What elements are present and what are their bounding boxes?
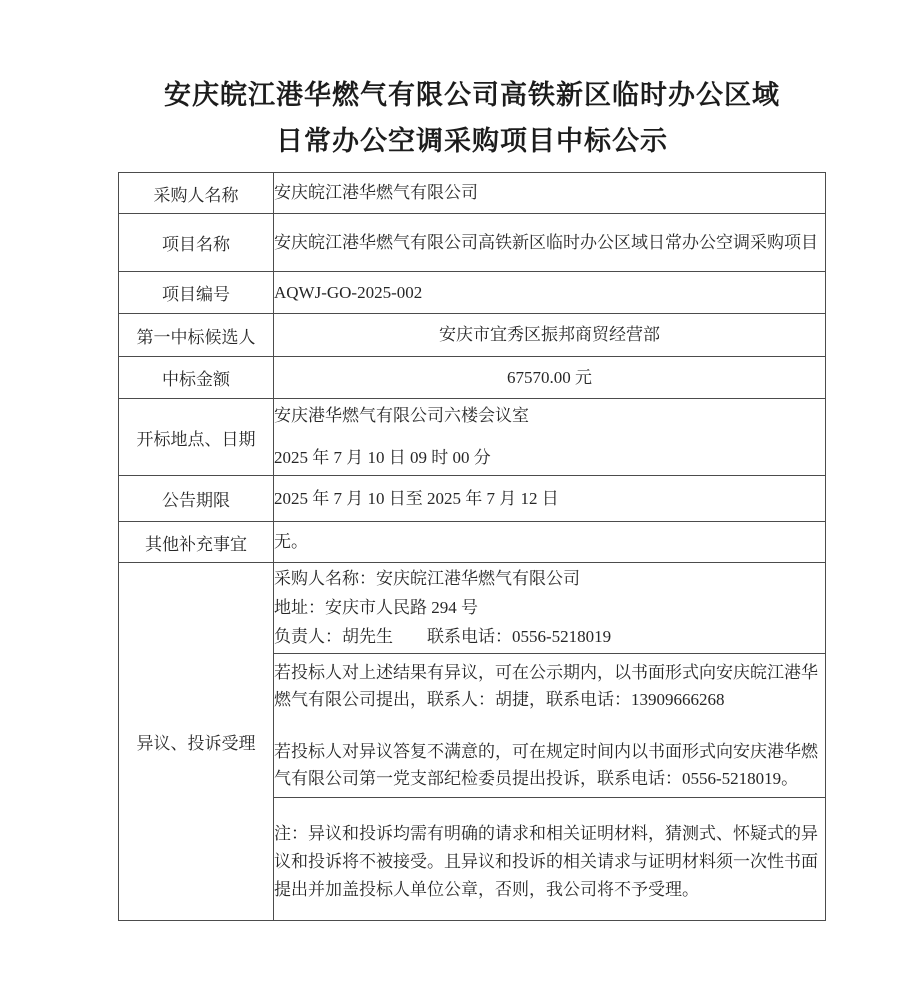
document-title [118,72,826,164]
announcement-table [118,172,826,921]
opening-value [274,399,826,476]
project-name-value: 安庆皖江港华燃气有限公司高铁新区临时办公区域日常办公空调采购项目 [274,214,826,272]
table-row [119,399,826,476]
project-no-value: AQWJ-GO-2025-002 [274,272,826,314]
project-no-label: 项目编号 [119,272,274,314]
other-value: 无。 [274,522,826,563]
table-row [119,563,826,654]
objection-paras-cell [274,654,826,798]
opening-datetime: 2025 年 7 月 10 日 09 时 00 分 [274,448,491,467]
objection-note-cell [274,798,826,921]
table-row [119,476,826,522]
table-row [119,272,826,314]
first-candidate-value: 安庆市宜秀区振邦商贸经营部 [274,314,826,357]
opening-venue: 安庆港华燃气有限公司六楼会议室 [274,406,529,425]
objection-contact-cell [274,563,826,654]
table-row [119,214,826,272]
bid-amount-label: 中标金额 [119,357,274,399]
opening-lines [274,403,825,471]
objection-contact-lines [274,565,825,651]
title-line-1: 安庆皖江港华燃气有限公司高铁新区临时办公区域 [164,80,780,110]
other-label: 其他补充事宜 [119,522,274,563]
notice-period-value: 2025 年 7 月 10 日至 2025 年 7 月 12 日 [274,476,826,522]
notice-period-label: 公告期限 [119,476,274,522]
objection-contact-line: 负责人：胡先生 联系电话：0556-5218019 [274,627,612,646]
objection-paragraphs [274,659,825,792]
objection-purchaser-line: 采购人名称：安庆皖江港华燃气有限公司 [274,569,580,588]
table-row [119,173,826,214]
objection-address-line: 地址：安庆市人民路 294 号 [274,598,478,617]
complaint-paragraph: 若投标人对异议答复不满意的，可在规定时间内以书面形式向安庆港华燃气有限公司第一党支部纪检委员提出投诉，联系电话：0556-5218019。 [274,742,818,788]
objection-label: 异议、投诉受理 [119,563,274,921]
purchaser-value: 安庆皖江港华燃气有限公司 [274,173,826,214]
purchaser-label: 采购人名称 [119,173,274,214]
table-row [119,522,826,563]
table-row [119,357,826,399]
bid-amount-value: 67570.00 元 [274,357,826,399]
objection-paragraph: 若投标人对上述结果有异议，可在公示期内，以书面形式向安庆皖江港华燃气有限公司提出，联系人：胡捷，联系电话：13909666268 [274,663,818,709]
first-candidate-label: 第一中标候选人 [119,314,274,357]
objection-note: 注：异议和投诉均需有明确的请求和相关证明材料，猜测式、怀疑式的异议和投诉将不被接受。且异议和投诉的相关请求与证明材料须一次性书面提出并加盖投标人单位公章，否则，我公司将不予受理。 [274,824,818,899]
title-line-2: 日常办公空调采购项目中标公示 [276,126,668,156]
table-row [119,314,826,357]
opening-label: 开标地点、日期 [119,399,274,476]
project-name-label: 项目名称 [119,214,274,272]
